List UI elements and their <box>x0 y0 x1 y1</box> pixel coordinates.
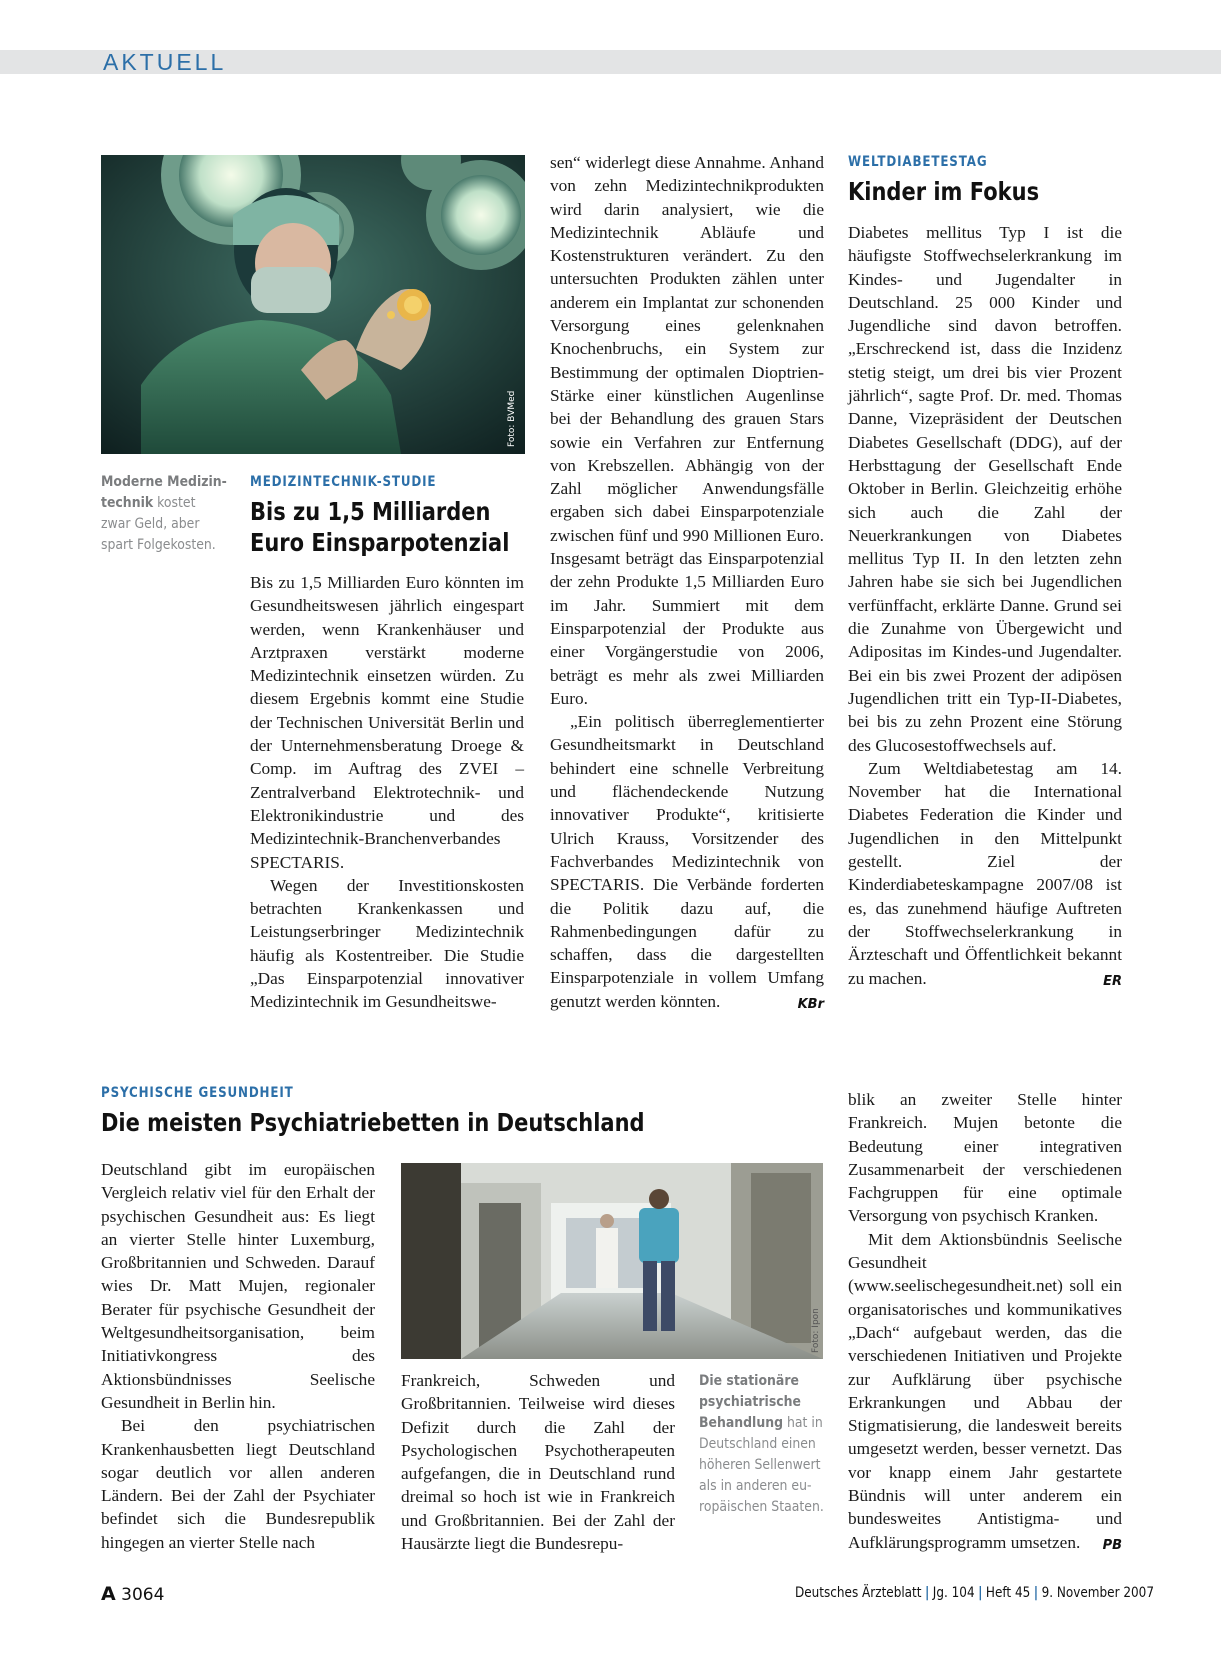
article1-column-2 <box>550 151 824 1016</box>
caption-text: hat in <box>783 1415 823 1431</box>
photo-caption-1 <box>101 472 227 556</box>
article3-column-2 <box>401 1369 675 1555</box>
kicker-psychische-gesundheit: PSYCHISCHE GESUNDHEIT <box>101 1085 294 1101</box>
caption-bold-2: technik <box>101 495 154 511</box>
caption-line: ropäischen Staaten. <box>699 1499 824 1515</box>
caption-bold: Die stationäre <box>699 1373 799 1389</box>
hallway-photo-illustration <box>401 1163 823 1359</box>
headline-line: Bis zu 1,5 Milliarden <box>250 497 491 526</box>
caption-line: Deutschland einen <box>699 1436 816 1452</box>
kicker-weltdiabetestag: WELTDIABETESTAG <box>848 154 988 170</box>
paragraph: „Ein politisch überreglementierter Gesundheitsmarkt in Deutschland behindert eine schnelle Verbreitung und flächendeckende Nutzung innovativer Produkte“, kritisierte Ulrich Krauss, Vorsitzender des Fachverbandes Medizintechnik von SPECTARIS. Die Verbände forderten die Politik dazu auf, die Rahmenbedingungen dafür zu schaffen, dass die dargestellten Einsparpotenziale in vollem Umfang genutzt werden könnten. <box>550 712 824 1011</box>
headline-psychiatriebetten: Die meisten Psychiatriebetten in Deutschland <box>101 1108 645 1137</box>
paragraph: Diabetes mellitus Typ I ist die häufigste Stoffwechselerkrankung im Kindes- und Jugendalter in Deutschland. 25 000 Kinder und Jugendliche sind davon betroffen. „Erschreckend ist, dass die Inzidenz stetig steigt, um drei bis vier Prozent jährlich“, sagte Prof. Dr. med. Thomas Danne, Vizepräsident der Deutschen Diabetes Gesellschaft (DDG), auf der Herbsttagung der Gesellschaft Ende Oktober in Berlin. Gleichzeitig erhöhe sich auch die Zahl der Neuerkrankungen von Diabetes mellitus Typ II. In den letzten zehn Jahren habe sie sich bei Jugendlichen verfünffacht, erklärte Danne. Grund sei die Zunahme von Übergewicht und Adipositas im Kindes-und Jugendalter. Bei ein bis zwei Prozent der adipösen Jugendlichen tritt ein Typ-II-Diabetes, bei bis zu zehn Prozent eine Störung des Glucosestoffwechsels auf. <box>848 223 1122 755</box>
caption-line: als in anderen eu- <box>699 1478 812 1494</box>
photo-caption-3 <box>699 1371 824 1518</box>
page-number-value: 3064 <box>121 1585 165 1605</box>
headline-kinder-im-fokus: Kinder im Fokus <box>848 177 1040 206</box>
page-prefix: A <box>101 1583 116 1605</box>
caption-bold: psychiatrische <box>699 1394 801 1410</box>
article3-column-1 <box>101 1158 375 1554</box>
journal-date: 9. November 2007 <box>1041 1585 1154 1601</box>
paragraph: Bei den psychiatrischen Krankenhausbetten liegt Deutschland sogar deutlich vor allen anderen Ländern. Bei der Zahl der Psychiater befindet sich die Bundesrepublik hingegen an vierter Stelle nach <box>101 1416 375 1552</box>
caption-bold: Moderne Medizin- <box>101 474 227 490</box>
caption-line: zwar Geld, aber <box>101 516 200 532</box>
paragraph: sen“ widerlegt diese Annahme. Anhand von zehn Medizintechnikprodukten wird darin analysiert, wie die Medizintechnik Abläufe und Kostenstrukturen verändert. Zu den untersuchten Produkten zählen unter anderem ein Implantat zur schonenden Versorgung eines gelenknahen Knochenbruchs, ein System zur Bestimmung der optimalen Dioptrien-Stärke einer künstlichen Augenlinse bei der Behandlung des grauen Stars sowie ein Verfahren zur Entfernung von Krebszellen. Abhängig von der Zahl möglicher Anwendungsfälle ergaben sich dabei Einsparpotenziale zwischen fünf und 990 Millionen Euro. Insgesamt beträgt das Einsparpotenzial der zehn Produkte 1,5 Milliarden Euro im Jahr. Summiert mit dem Einsparpotenzial der Produkte aus einer Vorgängerstudie von 2006, beträgt es mehr als zwei Milliarden Euro. <box>550 153 824 708</box>
paragraph: Wegen der Investitionskosten betrachten Krankenkassen und Leistungserbringer Medizintechnik häufig als Kostentreiber. Die Studie „Das Einsparpotenzial innovativer Medizintechnik im Gesundheitswe- <box>250 875 524 1012</box>
section-label: AKTUELL <box>103 49 227 75</box>
kicker-medizintechnik: MEDIZINTECHNIK-STUDIE <box>250 474 437 490</box>
signature-pb: PB <box>1102 1537 1122 1553</box>
photo-credit-1: Foto: BVMed <box>507 390 517 447</box>
journal-issue: Heft 45 <box>985 1585 1031 1601</box>
article2-column <box>848 221 1122 993</box>
headline-line: Euro Einsparpotenzial <box>250 528 510 557</box>
journal-volume: Jg. 104 <box>932 1585 975 1601</box>
paragraph: blik an zweiter Stelle hinter Frankreich. Mujen betonte die Bedeutung einer integrativen Zusammenarbeit der verschiedenen Fachgruppen für eine optimale Versorgung von psychisch Kranken. <box>848 1090 1122 1226</box>
paragraph: Mit dem Aktionsbündnis Seelische Gesundheit (www.seelischegesundheit.net) soll ein organisatorisches und kommunikatives „Dach“ aufgebaut werden, das die verschiedenen Initiativen und Projekte zur Aufklärung über psychische Erkrankungen und Abbau der Stigmatisierung, die landesweit bereits umgesetzt werden, besser vernetzt. Das vor knapp einem Jahr gestartete Bündnis will unter anderem ein bundesweites Antistigma- und Aufklärungsprogramm umsetzen. <box>848 1229 1122 1552</box>
journal-footer: Deutsches Ärzteblatt | Jg. 104 | Heft 45 | 9. November 2007 <box>795 1585 1154 1601</box>
caption-line: höheren Sellenwert <box>699 1457 821 1473</box>
surgeon-photo <box>101 155 525 454</box>
hallway-photo <box>401 1163 823 1359</box>
signature-er: ER <box>1103 973 1122 989</box>
paragraph: Zum Weltdiabetestag am 14. November hat die International Diabetes Federation die Kinder und Jugendlichen in den Mittelpunkt gestellt. Ziel der Kinderdiabeteskampagne 2007/08 ist es, das zunehmend häufige Auftreten der Stoffwechselerkrankung in Ärzteschaft und Öffentlichkeit bekannt zu machen. <box>848 758 1122 988</box>
caption-line: spart Folgekosten. <box>101 537 216 553</box>
caption-text: kostet <box>153 495 196 511</box>
paragraph: Frankreich, Schweden und Großbritannien. Teilweise wird dieses Defizit durch die Zahl der Psychologischen Psychotherapeuten aufgefangen, die in Deutschland rund dreimal so hoch ist wie in Frankreich und Großbritannien. Bei der Zahl der Hausärzte liegt die Bundesrepu- <box>401 1371 675 1554</box>
photo-credit-3: Foto: Ipon <box>811 1308 821 1353</box>
caption-bold: Behandlung <box>699 1415 784 1431</box>
paragraph: Bis zu 1,5 Milliarden Euro könnten im Gesundheitswesen jährlich eingespart werden, wenn Krankenhäuser und Arztpraxen verstärkt moderne Medizintechnik einsetzen würden. Zu diesem Ergebnis kommt eine Studie der Technischen Universität Berlin und der Unternehmensberatung Droege & Comp. im Auftrag des ZVEI – Zentralverband Elektrotechnik- und Elektronikindustrie und des Medizintechnik-Branchenverbandes SPECTARIS. <box>250 573 524 872</box>
surgeon-photo-illustration <box>101 155 525 454</box>
article3-column-3 <box>848 1088 1122 1557</box>
journal-name: Deutsches Ärzteblatt <box>795 1585 922 1601</box>
signature-kbr: KBr <box>797 996 824 1012</box>
article1-column-1 <box>250 571 524 1014</box>
page-number <box>101 1583 164 1605</box>
headline-medizintechnik <box>250 496 509 558</box>
paragraph: Deutschland gibt im europäischen Vergleich relativ viel für den Erhalt der psychischen Gesundheit aus: Es liegt an vierter Stelle hinter Luxemburg, Großbritannien und Schweden. Darauf wies Dr. Matt Mujen, regionaler Berater für psychische Gesundheit der Weltgesundheitsorganisation, beim Initiativkongress des Aktionsbündnisses Seelische Gesundheit in Berlin hin. <box>101 1160 375 1412</box>
